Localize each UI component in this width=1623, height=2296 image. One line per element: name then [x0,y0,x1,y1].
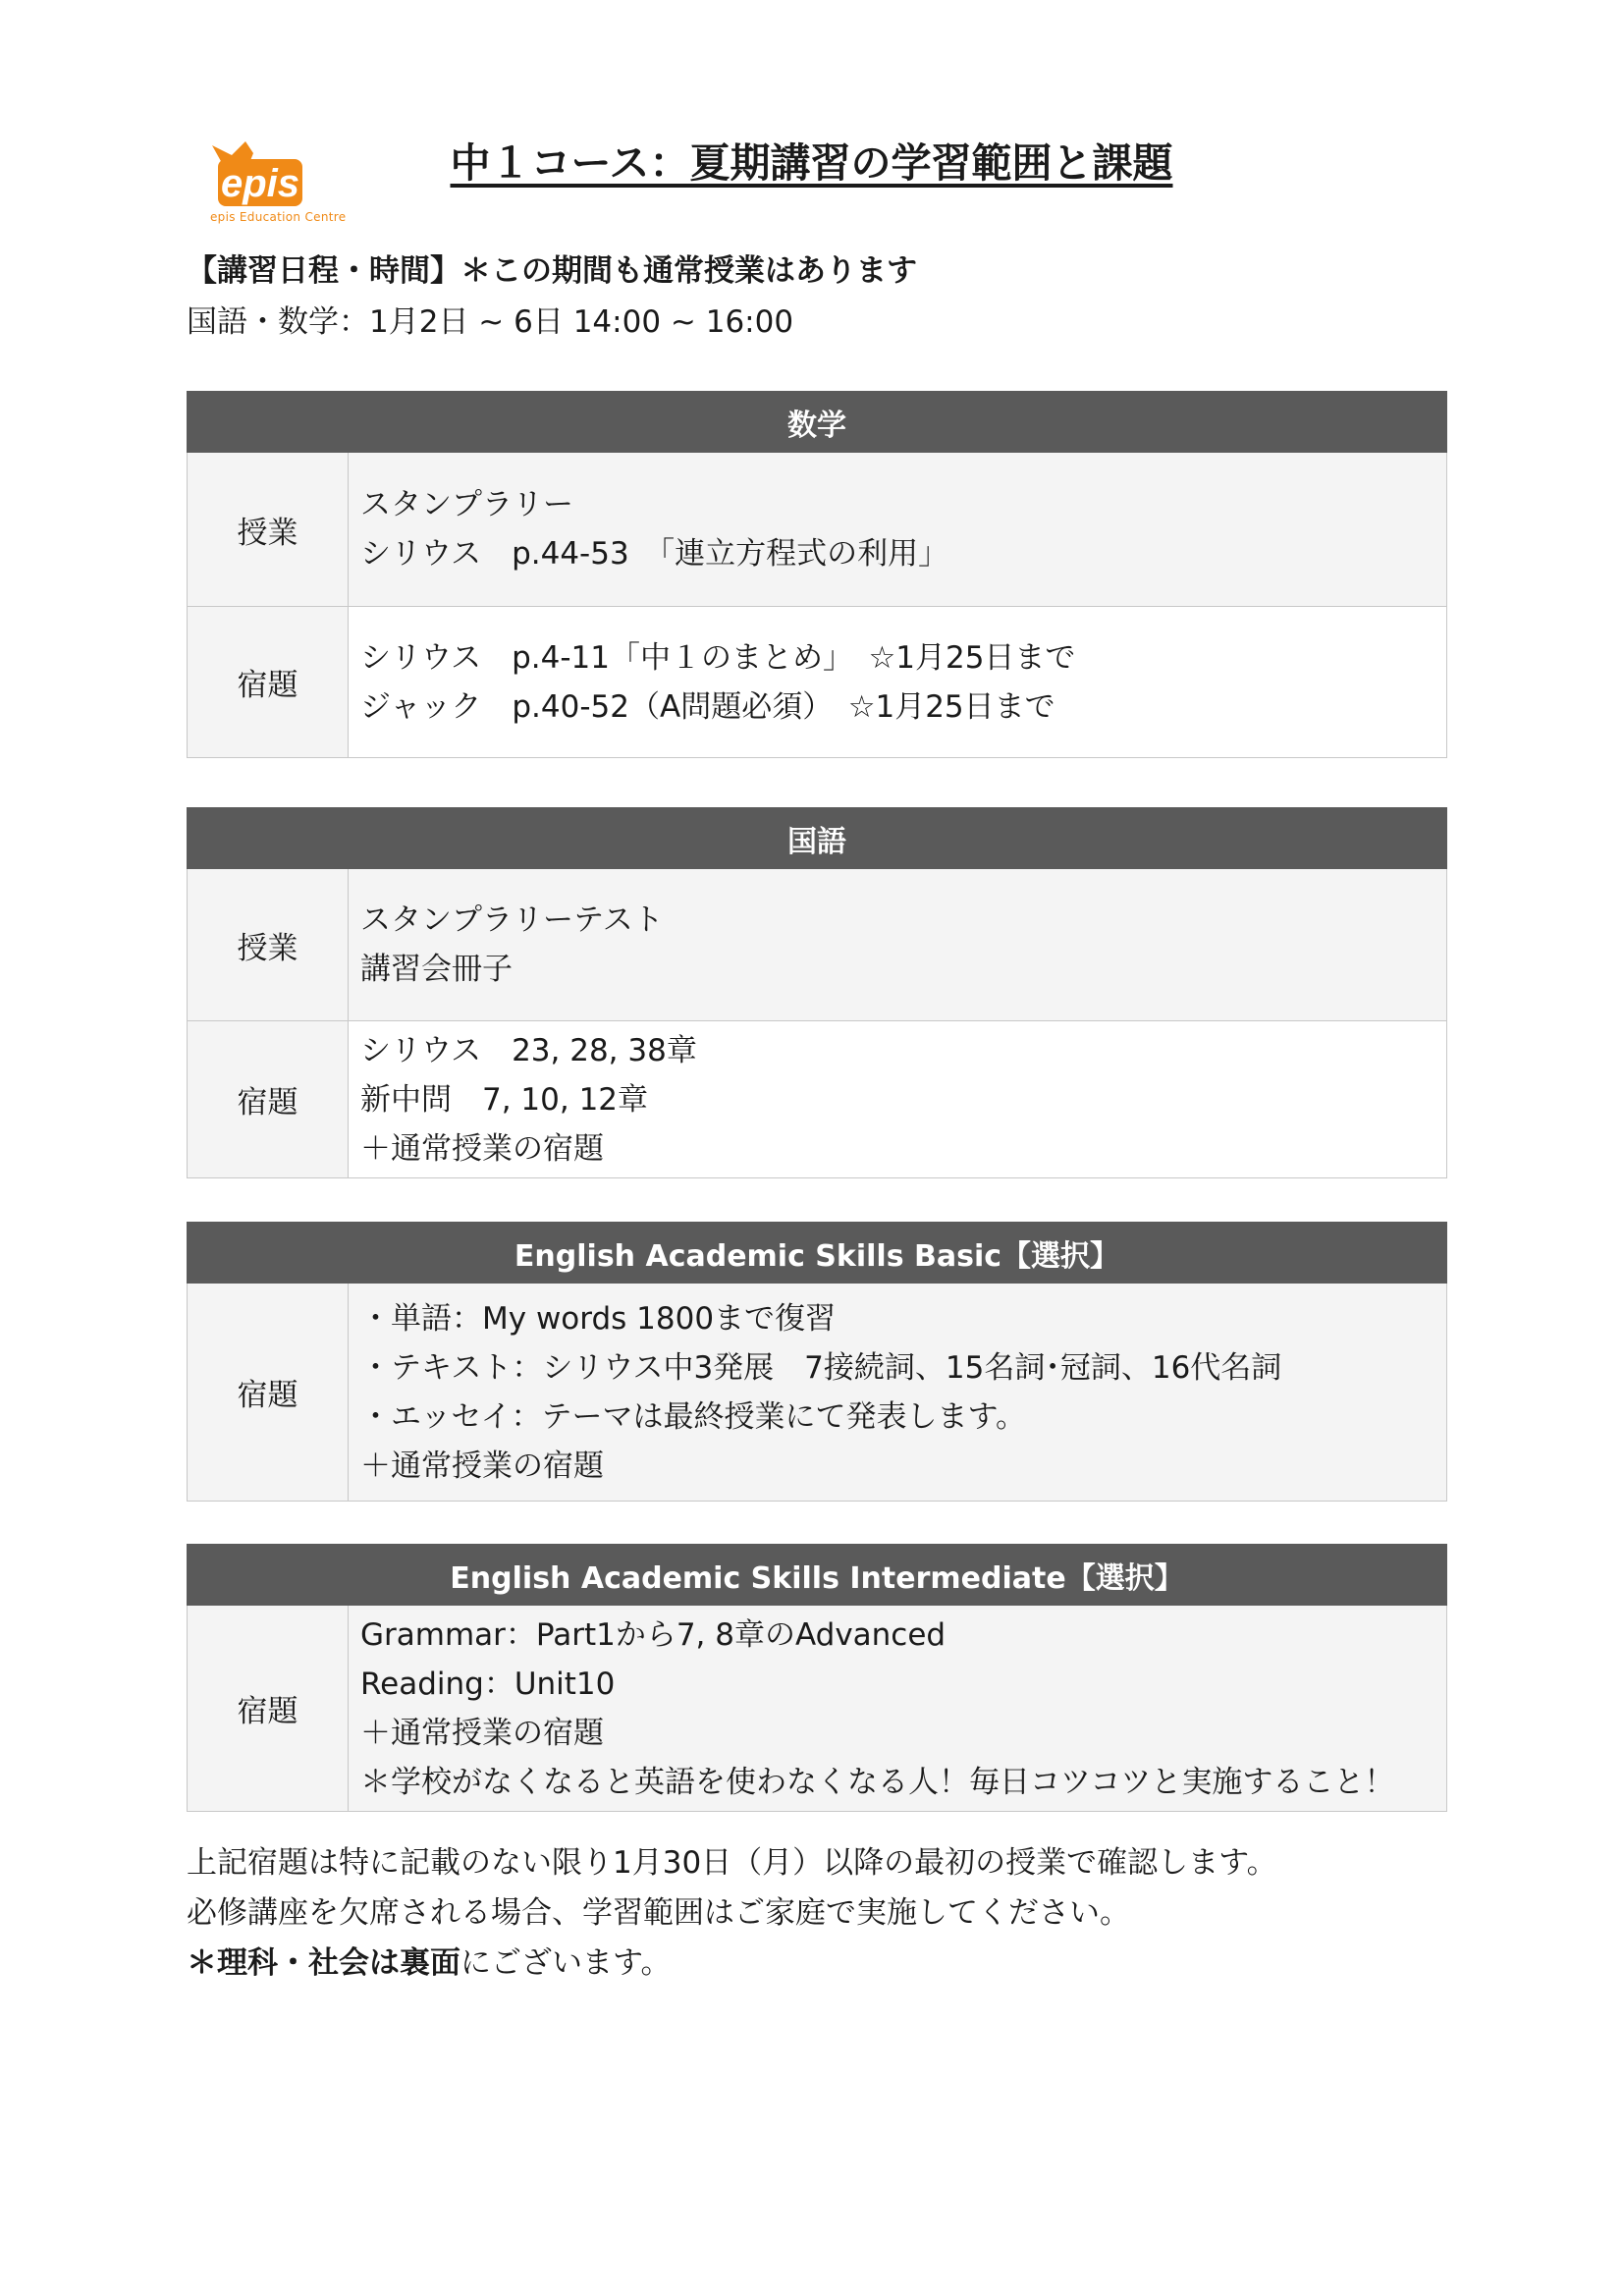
content-line: Reading：Unit10 [360,1666,616,1702]
content-line: スタンプラリー [360,487,573,522]
table-row [188,1021,1447,1178]
content-line: 講習会冊子 [360,952,513,987]
row-content [349,453,1447,607]
footer-line: 必修講座を欠席される場合、学習範囲はご家庭で実施してください。 [187,1895,1130,1931]
row-label: 宿題 [188,1606,349,1812]
content-line: ジャック p.40-52（A問題必須） ☆1月25日まで [360,688,1055,725]
content-line: シリウス p.4-11「中１のまとめ」 ☆1月25日まで [360,639,1076,676]
content-line: ・単語：My words 1800まで復習 [360,1300,837,1337]
table-row [188,1284,1447,1502]
table-row [188,1606,1447,1812]
content-line: Grammar：Part1から7, 8章のAdvanced [360,1616,947,1653]
row-content [349,1284,1447,1502]
content-line: スタンプラリーテスト [360,902,664,938]
row-label: 宿題 [188,1021,349,1178]
content-line: ＊学校がなくなると英語を使わなくなる人！毎日コツコツと実施すること！ [360,1764,1395,1800]
footer-emphasis: ＊理科・社会は裏面 [187,1945,460,1981]
section-heading: English Academic Skills Basic【選択】 [188,1223,1447,1284]
footer-notes [187,1838,1277,1989]
row-label: 宿題 [188,1284,349,1502]
row-label: 授業 [188,869,349,1021]
logo-tagline: epis Education Centre [210,210,347,224]
section-heading: English Academic Skills Intermediate【選択】 [188,1545,1447,1606]
content-line: ・エッセイ：テーマは最終授業にて発表します。 [360,1398,1026,1435]
row-label: 授業 [188,453,349,607]
table-row [188,607,1447,758]
section-english-basic [187,1222,1447,1502]
section-heading: 国語 [188,808,1447,869]
section-heading: 数学 [188,392,1447,453]
schedule-heading: 【講習日程・時間】＊この期間も通常授業はあります [187,253,917,289]
page-title: 中１コース：夏期講習の学習範囲と課題 [450,139,1173,187]
svg-text:epis: epis [220,162,300,205]
footer-line-rest: にございます。 [460,1945,672,1981]
section-english-intermediate [187,1544,1447,1812]
section-japanese [187,807,1447,1178]
table-row [188,453,1447,607]
content-line: ＋通常授業の宿題 [360,1130,604,1167]
row-content [349,1021,1447,1178]
content-line: ＋通常授業の宿題 [360,1715,604,1751]
footer-line [187,1939,1277,1989]
row-content [349,1606,1447,1812]
section-math [187,391,1447,758]
footer-line: 上記宿題は特に記載のない限り1月30日（月）以降の最初の授業で確認します。 [187,1845,1277,1881]
row-label: 宿題 [188,607,349,758]
content-line: 新中問 7, 10, 12章 [360,1081,649,1118]
content-line: シリウス 23, 28, 38章 [360,1032,697,1068]
content-line: ・テキスト：シリウス中3発展 7接続詞、15名詞･冠詞、16代名詞 [360,1349,1282,1386]
row-content [349,869,1447,1021]
table-row [188,869,1447,1021]
content-line: ＋通常授業の宿題 [360,1448,604,1484]
content-line: シリウス p.44-53 「連立方程式の利用」 [360,536,949,572]
row-content [349,607,1447,758]
schedule-line: 国語・数学：1月2日 ~ 6日 14:00 ~ 16:00 [187,304,794,340]
